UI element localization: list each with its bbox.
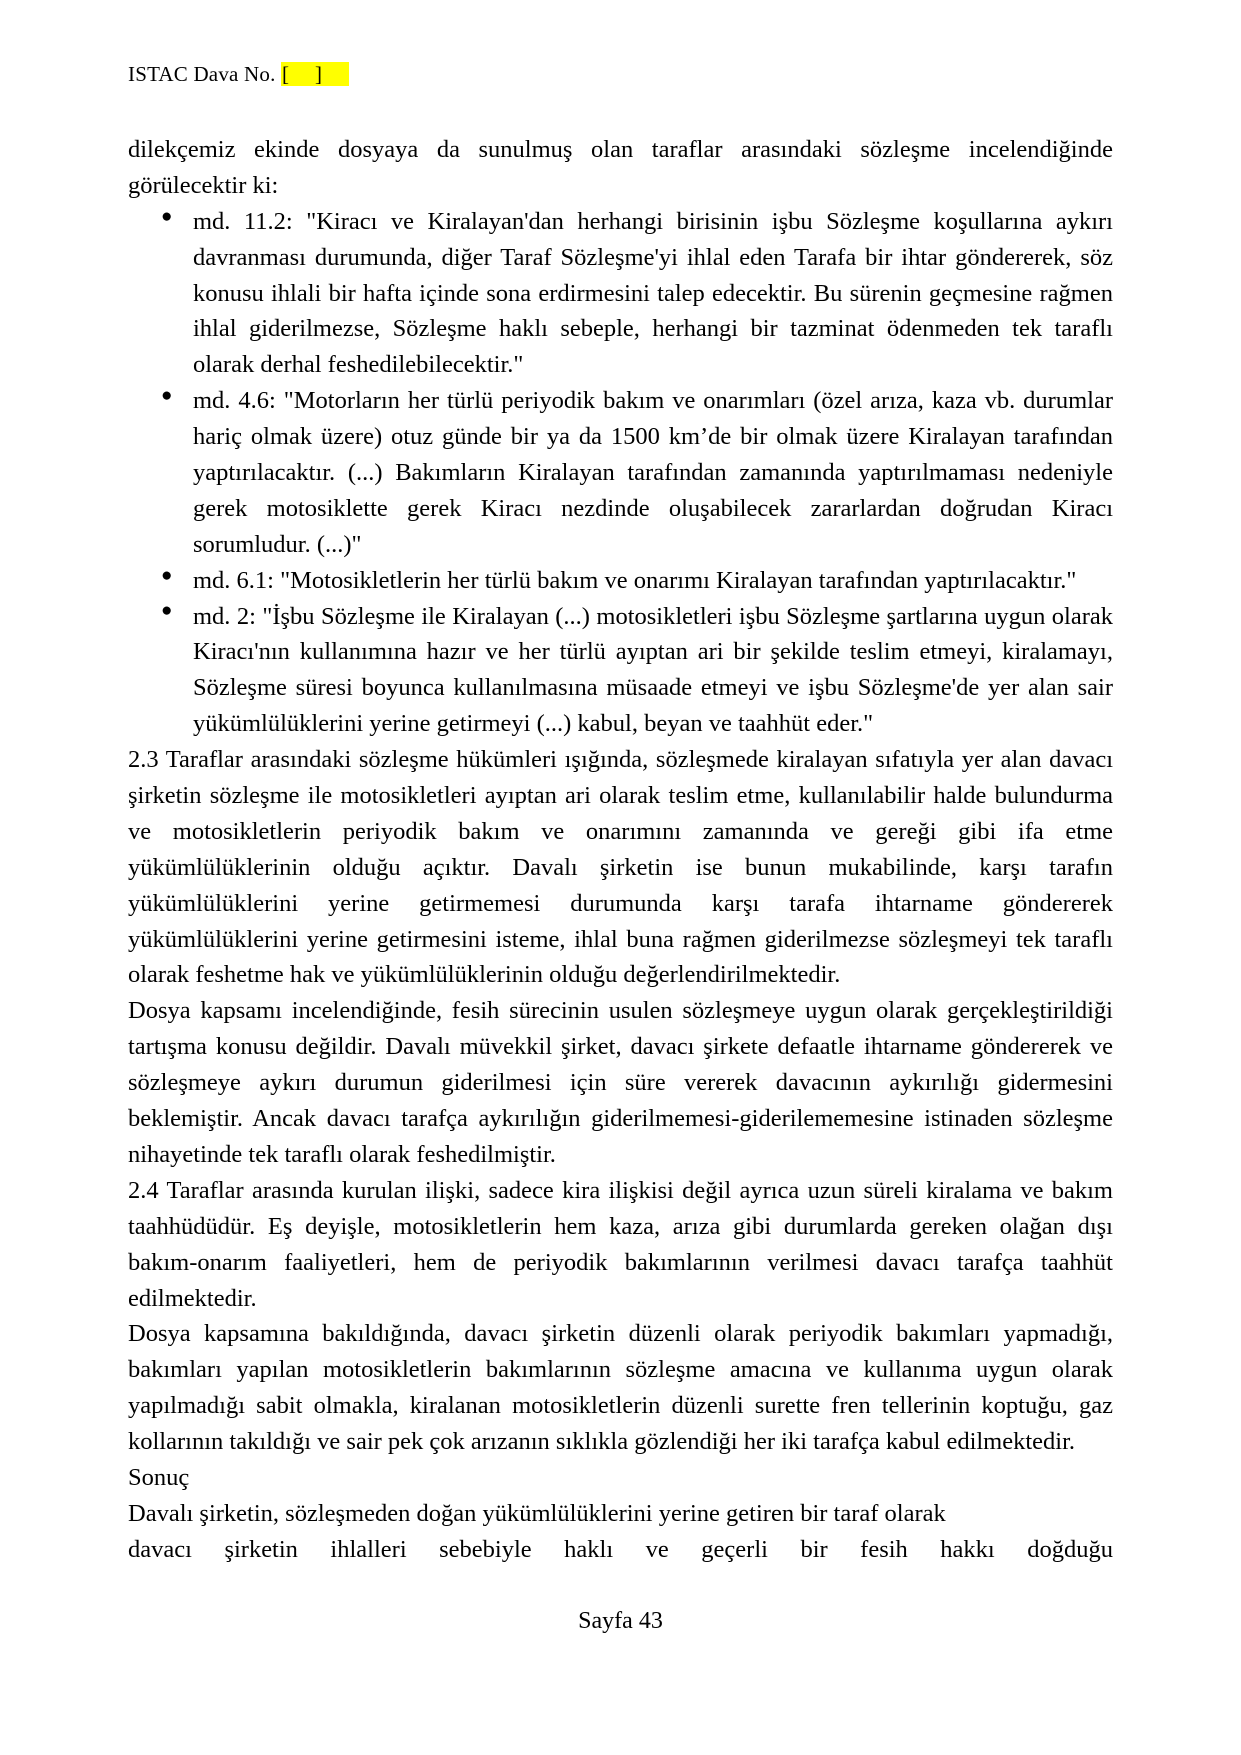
page-number-label: Sayfa 43 [578, 1608, 663, 1634]
contract-clause-list [128, 204, 1113, 742]
clause-item-md-6-1 [128, 563, 1113, 599]
paragraph-2-4: 2.4 Taraflar arasında kurulan ilişki, sadece kira ilişkisi değil ayrıca uzun süreli kiralama ve bakım taahhüdüdür. Eş deyişle, motosikletlerin hem kaza, arıza gibi durumlarda gereken olağan dışı bakım-onarım faaliyetleri, hem de periyodik bakımlarının verilmesi davacı tarafça taahhüt edilmektedir. [128, 1176, 1113, 1312]
paragraph-dosya-kapsami: Dosya kapsamı incelendiğinde, fesih sürecinin usulen sözleşmeye uygun olarak gerçekleştirildiği tartışma konusu değildir. Davalı müvekkil şirket, davacı şirkete defaatle ihtarname göndererek ve sözleşmeye aykırı durumun giderilmesi için süre vererek davacının aykırılığı gidermesini beklemiştir. Ancak davacı tarafça aykırılığın giderilmemesi-giderilememesine istinaden sözleşme nihayetinde tek taraflı olarak feshedilmiştir. [128, 997, 1113, 1168]
bullet-icon: ● [161, 205, 173, 227]
clause-text: md. 11.2: "Kiracı ve Kiralayan'dan herhangi birisinin işbu Sözleşme koşullarına aykırı davranması durumunda, diğer Taraf Sözleşme'yi ihlal eden Tarafa bir ihtar göndererek, söz konusu ihlali bir hafta içinde sona erdirmesini talep edecektir. Bu sürenin geçmesine rağmen ihlal giderilmezse, Sözleşme haklı sebeple, herhangi bir tazminat ödenmeden tek taraflı olarak derhal feshedilebilecektir." [193, 207, 1113, 379]
clause-item-md-11-2 [128, 204, 1113, 383]
case-number-label: ISTAC Dava No. [128, 62, 276, 86]
document-body [128, 132, 1113, 1568]
intro-paragraph: dilekçemiz ekinde dosyaya da sunulmuş olan taraflar arasındaki sözleşme incelendiğinde görülecektir ki: [128, 136, 1113, 199]
case-number-open-bracket: [ [281, 62, 315, 86]
case-number-highlighted-field[interactable] [281, 62, 349, 86]
paragraph-dosya-bakildiginda: Dosya kapsamına bakıldığında, davacı şirketin düzenli olarak periyodik bakımları yapmadığı, bakımları yapılan motosikletlerin bakımlarının sözleşme amacına ve kullanıma uygun olarak yapılmadığı sabit olmakla, kiralanan motosikletlerin düzenli surette fren tellerinin koptuğu, gaz kollarının takıldığı ve sair pek çok arızanın sıklıkla gözlendiği her iki tarafça kabul edilmektedir. [128, 1320, 1113, 1456]
document-footer [0, 1608, 1241, 1635]
clause-text: md. 2: "İşbu Sözleşme ile Kiralayan (...) motosikletleri işbu Sözleşme şartlarına uygun olarak Kiracı'nın kullanımına hazır ve her türlü ayıptan ari bir şekilde teslim etmeyi, kiralamayı, Sözleşme süresi boyunca kullanılmasına müsaade etmeyi ve işbu Sözleşme'de yer alan sair yükümlülüklerini yerine getirmeyi (...) kabul, beyan ve taahhüt eder." [193, 602, 1113, 738]
clause-item-md-4-6 [128, 383, 1113, 562]
clause-item-md-2 [128, 599, 1113, 743]
bullet-icon: ● [161, 385, 173, 407]
clause-text: md. 4.6: "Motorların her türlü periyodik bakım ve onarımları (özel arıza, kaza vb. durumlar hariç olmak üzere) otuz günde bir ya da 1500 km’de bir olmak üzere Kiralayan tarafından yaptırılacaktır. (...) Bakımların Kiralayan tarafından zamanında yaptırılmaması nedeniyle gerek motosiklette gerek Kiracı nezdinde oluşabilecek zararlardan doğrudan Kiracı sorumludur. (...)" [193, 387, 1113, 558]
bullet-icon: ● [161, 600, 173, 622]
paragraph-2-3: 2.3 Taraflar arasındaki sözleşme hükümleri ışığında, sözleşmede kiralayan sıfatıyla yer alan davacı şirketin sözleşme ile motosikletleri ayıptan ari olarak teslim etme, kullanılabilir halde bulundurma ve motosikletlerin periyodik bakım ve onarımını zamanında ve gereği gibi ifa etme yükümlülüklerinin olduğu açıktır. Davalı şirketin ise bunun mukabilinde, karşı tarafın yükümlülüklerini yerine getirmemesi durumunda karşı tarafa ihtarname göndererek yükümlülüklerini yerine getirmesini isteme, ihlal buna rağmen giderilmezse sözleşmeyi tek taraflı olarak feshetme hak ve yükümlülüklerinin olduğu değerlendirilmektedir. [128, 746, 1113, 989]
conclusion-heading: Sonuç [128, 1463, 190, 1491]
clause-text: md. 6.1: "Motosikletlerin her türlü bakım ve onarımı Kiralayan tarafından yaptırılacaktır." [193, 566, 1077, 594]
document-header [128, 62, 1113, 87]
case-number-close-bracket: ] [314, 62, 348, 86]
conclusion-line-1: Davalı şirketin, sözleşmeden doğan yükümlülüklerini yerine getiren bir taraf olarak [128, 1499, 946, 1527]
bullet-icon: ● [161, 564, 173, 586]
conclusion-line-2: davacı şirketin ihlalleri sebebiyle haklı ve geçerli bir fesih hakkı doğduğu [128, 1535, 1113, 1563]
